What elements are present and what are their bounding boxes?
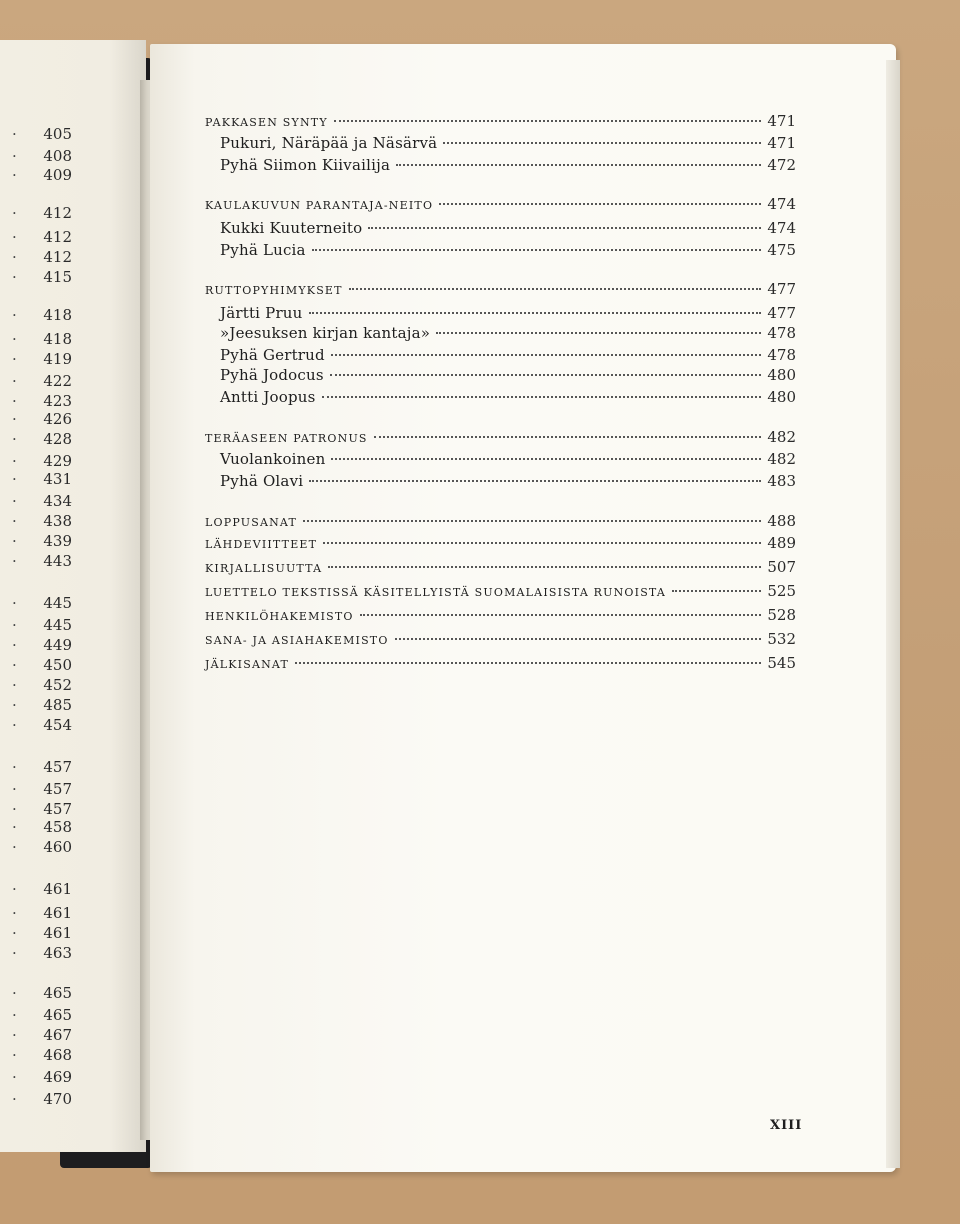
leader-dot: · — [12, 430, 17, 448]
page-number: 405 — [43, 125, 72, 143]
toc-subentry — [220, 324, 796, 344]
left-page-number — [0, 944, 72, 962]
left-page-number — [0, 984, 72, 1002]
toc-page-number: 507 — [767, 558, 796, 576]
page-number: 438 — [43, 512, 72, 530]
toc-page-number: 488 — [767, 512, 796, 530]
dot-leader — [374, 436, 762, 438]
leader-dot: · — [12, 1046, 17, 1064]
toc-page-number: 528 — [767, 606, 796, 624]
toc-subentry — [220, 156, 796, 176]
leader-dot: · — [12, 330, 17, 348]
left-page-number — [0, 1068, 72, 1086]
leader-dot: · — [12, 758, 17, 776]
left-page-number — [0, 228, 72, 246]
page-number: 412 — [43, 248, 72, 266]
toc-subentry — [220, 472, 796, 492]
toc-section-heading — [205, 512, 796, 532]
leader-dot: · — [12, 780, 17, 798]
toc-subentry — [220, 219, 796, 239]
toc-entry-title: Pyhä Gertrud — [220, 346, 325, 364]
page-number: 449 — [43, 636, 72, 654]
left-page-number — [0, 1026, 72, 1044]
page-number: 454 — [43, 716, 72, 734]
toc-page-number: 480 — [767, 388, 796, 406]
left-page-number — [0, 452, 72, 470]
leader-dot: · — [12, 306, 17, 324]
leader-dot: · — [12, 924, 17, 942]
toc-section-heading — [205, 654, 796, 674]
page-number: 468 — [43, 1046, 72, 1064]
left-page-number — [0, 616, 72, 634]
page-number: 431 — [43, 470, 72, 488]
page-number: 460 — [43, 838, 72, 856]
left-page-number — [0, 838, 72, 856]
toc-entry-title: Kukki Kuuterneito — [220, 219, 363, 237]
dot-leader — [396, 164, 761, 166]
toc-entry-title: Pyhä Jodocus — [220, 366, 324, 384]
dot-leader — [323, 542, 761, 544]
page-number: 461 — [43, 880, 72, 898]
toc-section-heading — [205, 606, 796, 626]
page-edge — [886, 60, 900, 1168]
page-number: 458 — [43, 818, 72, 836]
leader-dot: · — [12, 616, 17, 634]
leader-dot: · — [12, 818, 17, 836]
page-number: 423 — [43, 392, 72, 410]
dot-leader — [439, 203, 761, 205]
toc-page-number: 474 — [767, 195, 796, 213]
dot-leader — [395, 638, 762, 640]
toc-entry-title: LÄHDEVIITTEET — [205, 538, 318, 551]
left-page-number — [0, 430, 72, 448]
left-page-number — [0, 1046, 72, 1064]
toc-subentry — [220, 346, 796, 366]
leader-dot: · — [12, 838, 17, 856]
left-page-number — [0, 696, 72, 714]
leader-dot: · — [12, 350, 17, 368]
leader-dot: · — [12, 1026, 17, 1044]
toc-page-number: 474 — [767, 219, 796, 237]
toc-section-heading — [205, 558, 796, 578]
leader-dot: · — [12, 904, 17, 922]
leader-dot: · — [12, 268, 17, 286]
left-page-number — [0, 676, 72, 694]
toc-page-number: 532 — [767, 630, 796, 648]
page-number: 463 — [43, 944, 72, 962]
page-number: 465 — [43, 1006, 72, 1024]
dot-leader — [349, 288, 762, 290]
leader-dot: · — [12, 880, 17, 898]
leader-dot: · — [12, 248, 17, 266]
toc-section-heading — [205, 280, 796, 300]
left-page-number — [0, 248, 72, 266]
leader-dot: · — [12, 944, 17, 962]
toc-entry-title: Pyhä Olavi — [220, 472, 304, 490]
toc-section-heading — [205, 195, 796, 215]
toc-entry-title: KAULAKUVUN PARANTAJA-NEITO — [205, 199, 434, 212]
left-page-number — [0, 758, 72, 776]
toc-section-heading — [205, 630, 796, 650]
left-page-number — [0, 656, 72, 674]
left-page-number — [0, 147, 72, 165]
dot-leader — [322, 396, 762, 398]
left-page-number — [0, 780, 72, 798]
page-number: 469 — [43, 1068, 72, 1086]
left-page-number — [0, 636, 72, 654]
toc-entry-title: JÄLKISANAT — [205, 658, 290, 671]
left-page-number — [0, 924, 72, 942]
left-page-number — [0, 716, 72, 734]
page-number: 461 — [43, 904, 72, 922]
dot-leader — [330, 374, 762, 376]
page-number: 457 — [43, 800, 72, 818]
left-page-number — [0, 372, 72, 390]
left-page-number — [0, 552, 72, 570]
left-page-number — [0, 330, 72, 348]
dot-leader — [672, 590, 761, 592]
toc-entry-title: Pyhä Lucia — [220, 241, 306, 259]
toc-page-number: 472 — [767, 156, 796, 174]
page-number: 415 — [43, 268, 72, 286]
page-number: 443 — [43, 552, 72, 570]
page-folio: XIII — [770, 1118, 803, 1133]
toc-entry-title: Vuolankoinen — [220, 450, 326, 468]
leader-dot: · — [12, 372, 17, 390]
leader-dot: · — [12, 984, 17, 1002]
toc-page-number: 525 — [767, 582, 796, 600]
left-page-number — [0, 1006, 72, 1024]
dot-leader — [331, 354, 762, 356]
page-number: 409 — [43, 166, 72, 184]
page-number: 470 — [43, 1090, 72, 1108]
leader-dot: · — [12, 636, 17, 654]
toc-entry-title: LUETTELO TEKSTISSÄ KÄSITELLYISTÄ SUOMALAISISTA RUNOISTA — [205, 586, 667, 599]
leader-dot: · — [12, 1006, 17, 1024]
leader-dot: · — [12, 1090, 17, 1108]
left-page-number — [0, 350, 72, 368]
toc-page-number: 475 — [767, 241, 796, 259]
leader-dot: · — [12, 676, 17, 694]
page-number: 445 — [43, 616, 72, 634]
dot-leader — [443, 142, 761, 144]
toc-page-number: 482 — [767, 428, 796, 446]
leader-dot: · — [12, 1068, 17, 1086]
left-page-number — [0, 492, 72, 510]
page-number: 467 — [43, 1026, 72, 1044]
toc-subentry — [220, 304, 796, 324]
toc-section-heading — [205, 428, 796, 448]
toc-entry-title: LOPPUSANAT — [205, 516, 297, 529]
leader-dot: · — [12, 125, 17, 143]
left-page-number — [0, 125, 72, 143]
toc-page-number: 489 — [767, 534, 796, 552]
toc-entry-title: KIRJALLISUUTTA — [205, 562, 323, 575]
toc-section-heading — [205, 534, 796, 554]
dot-leader — [312, 249, 762, 251]
toc-subentry — [220, 450, 796, 470]
left-page-number — [0, 204, 72, 222]
toc-entry-title: Pyhä Siimon Kiivailija — [220, 156, 391, 174]
page-number: 418 — [43, 330, 72, 348]
left-page-number — [0, 880, 72, 898]
leader-dot: · — [12, 532, 17, 550]
toc-section-heading — [205, 112, 796, 132]
leader-dot: · — [12, 800, 17, 818]
dot-leader — [368, 227, 761, 229]
dot-leader — [309, 480, 761, 482]
left-page-number — [0, 268, 72, 286]
left-page-number — [0, 470, 72, 488]
page-number: 426 — [43, 410, 72, 428]
toc-page-number: 483 — [767, 472, 796, 490]
leader-dot: · — [12, 656, 17, 674]
left-page-number — [0, 166, 72, 184]
toc-entry-title: HENKILÖHAKEMISTO — [205, 610, 354, 623]
page-number: 450 — [43, 656, 72, 674]
toc-entry-title: TERÄASEEN PATRONUS — [205, 432, 368, 445]
leader-dot: · — [12, 594, 17, 612]
dot-leader — [328, 566, 761, 568]
toc-section-heading — [205, 582, 796, 602]
page-number: 422 — [43, 372, 72, 390]
toc-page-number: 477 — [767, 304, 796, 322]
page-number: 457 — [43, 780, 72, 798]
toc-page-number: 471 — [767, 134, 796, 152]
leader-dot: · — [12, 512, 17, 530]
toc-entry-title: PAKKASEN SYNTY — [205, 116, 328, 129]
leader-dot: · — [12, 204, 17, 222]
toc-entry-title: SANA- JA ASIAHAKEMISTO — [205, 634, 389, 647]
toc-page-number: 545 — [767, 654, 796, 672]
left-page-number — [0, 392, 72, 410]
leader-dot: · — [12, 492, 17, 510]
page-number: 412 — [43, 228, 72, 246]
dot-leader — [303, 520, 761, 522]
left-page-number — [0, 306, 72, 324]
dot-leader — [436, 332, 761, 334]
left-page-number — [0, 410, 72, 428]
leader-dot: · — [12, 228, 17, 246]
page-number: 465 — [43, 984, 72, 1002]
toc-subentry — [220, 134, 796, 154]
toc-subentry — [220, 241, 796, 261]
toc-entry-title: »Jeesuksen kirjan kantaja» — [220, 324, 431, 342]
page-number: 429 — [43, 452, 72, 470]
page-number: 434 — [43, 492, 72, 510]
dot-leader — [334, 120, 762, 122]
left-page-number — [0, 818, 72, 836]
page-number: 485 — [43, 696, 72, 714]
toc-entry-title: Järtti Pruu — [220, 304, 303, 322]
page-number: 419 — [43, 350, 72, 368]
page-number: 439 — [43, 532, 72, 550]
toc-page-number: 477 — [767, 280, 796, 298]
leader-dot: · — [12, 410, 17, 428]
dot-leader — [360, 614, 762, 616]
dot-leader — [331, 458, 761, 460]
left-page-number — [0, 594, 72, 612]
toc-entry-title: Antti Joopus — [220, 388, 316, 406]
leader-dot: · — [12, 552, 17, 570]
left-page-number — [0, 800, 72, 818]
leader-dot: · — [12, 696, 17, 714]
toc-page-number: 478 — [767, 346, 796, 364]
page-number: 445 — [43, 594, 72, 612]
page-number: 428 — [43, 430, 72, 448]
page-number: 461 — [43, 924, 72, 942]
leader-dot: · — [12, 392, 17, 410]
toc-entry-title: RUTTOPYHIMYKSET — [205, 284, 343, 297]
page-number: 408 — [43, 147, 72, 165]
toc-page-number: 478 — [767, 324, 796, 342]
left-page-number — [0, 512, 72, 530]
toc-page-number: 471 — [767, 112, 796, 130]
page-number: 452 — [43, 676, 72, 694]
page-number: 412 — [43, 204, 72, 222]
toc-page-number: 480 — [767, 366, 796, 384]
toc-page-number: 482 — [767, 450, 796, 468]
dot-leader — [309, 312, 762, 314]
leader-dot: · — [12, 452, 17, 470]
left-page-number — [0, 532, 72, 550]
toc-subentry — [220, 388, 796, 408]
toc-subentry — [220, 366, 796, 386]
left-page-number — [0, 1090, 72, 1108]
leader-dot: · — [12, 716, 17, 734]
left-page-number — [0, 904, 72, 922]
dot-leader — [295, 662, 761, 664]
toc-entry-title: Pukuri, Näräpää ja Näsärvä — [220, 134, 438, 152]
page-number: 418 — [43, 306, 72, 324]
leader-dot: · — [12, 147, 17, 165]
leader-dot: · — [12, 470, 17, 488]
page-number: 457 — [43, 758, 72, 776]
leader-dot: · — [12, 166, 17, 184]
